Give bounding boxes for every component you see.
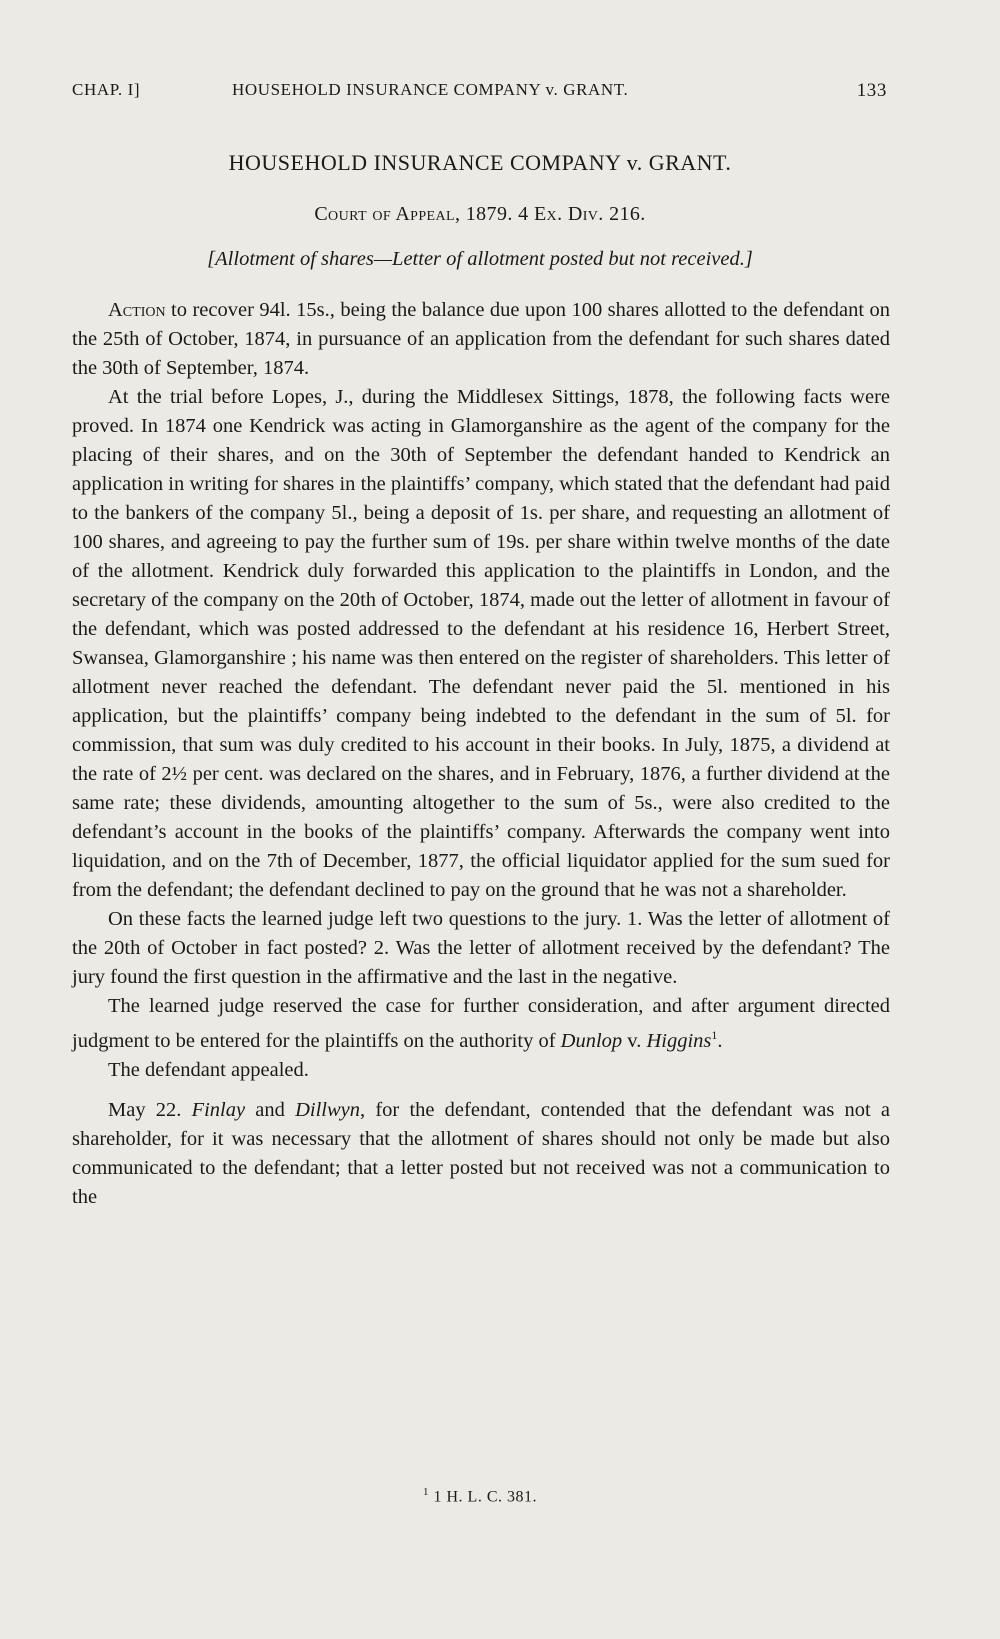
paragraph-text: to recover 94l. 15s., being the balance due upon 100 shares allotted to the defendant on the 25th of October, 1874, in pursuance of an application from the defendant for such shares dated the 30th of September, 1874. [72,299,890,379]
paragraph-jury: On these facts the learned judge left two questions to the jury. 1. Was the letter of allotment of the 20th of October in fact posted? 2. Was the letter of allotment received by the defendant? The jury found the first question in the affirmative and the last in the negative. [72,908,890,988]
footnote [0,1486,960,1506]
paragraph-facts: At the trial before Lopes, J., during the Middlesex Sittings, 1878, the following facts were proved. In 1874 one Kendrick was acting in Glamorganshire as the agent of the company for the placing of their shares, and on the 30th of September the defendant handed to Kendrick an application in writing for shares in the plaintiffs’ company, which stated that the defendant had paid to the bankers of the company 5l., being a deposit of 1s. per share, and requesting an allotment of 100 shares, and agreeing to pay the further sum of 19s. per share within twelve months of the date of the allotment. Kendrick duly forwarded this application to the plaintiffs in London, and the secretary of the company on the 20th of October, 1874, made out the letter of allotment in favour of the defendant, which was posted addressed to the defendant at his residence 16, Herbert Street, Swansea, Glamorganshire ; his name was then entered on the register of shareholders. This letter of allotment never reached the defendant. The defendant never paid the 5l. mentioned in his application, but the plaintiffs’ company being indebted to the defendant in the sum of 5l. for commission, that sum was duly credited to his account in their books. In July, 1875, a dividend at the rate of 2½ per cent. was declared on the shares, and in February, 1876, a further dividend at the same rate; these dividends, amounting altogether to the sum of 5s., were also credited to the defendant’s account in the books of the plaintiffs’ company. Afterwards the company went into liquidation, and on the 7th of December, 1877, the official liquidator applied for the sum sued for from the defendant; the defendant declined to pay on the ground that he was not a shareholder. [72,386,890,901]
case-title: HOUSEHOLD INSURANCE COMPANY v. GRANT. [228,150,732,175]
paragraph-lead: Action [108,299,166,321]
running-title: HOUSEHOLD INSURANCE COMPANY v. GRANT. [232,80,629,99]
paragraph-judgment [72,992,890,1056]
paragraph-end: . [717,1029,723,1052]
footnote-reference: 1 [711,1028,718,1042]
case-name-higgins: Higgins [646,1029,712,1052]
counsel-finlay: Finlay [191,1098,246,1121]
case-name-dunlop: Dunlop [560,1029,623,1052]
court-citation: Court of Appeal, 1879. 4 Ex. Div. 216. [314,203,646,225]
conjunction: and [245,1098,296,1121]
headnote: [Allotment of shares—Letter of allotment posted but not received.] [207,248,753,270]
paragraph-argument [72,1096,890,1212]
page-number: 133 [856,80,887,101]
hearing-date: May 22. [108,1098,192,1121]
case-body [72,296,890,1212]
paragraph-action [72,296,890,383]
paragraph-appeal: The defendant appealed. [108,1058,309,1081]
versus: v. [622,1029,647,1052]
footnote-text: 1 H. L. C. 381. [429,1488,537,1506]
paragraph-text: The learned judge reserved the case for further consideration, and after argument directed judgment to be entered for the plaintiffs on the authority of [72,995,890,1052]
footnote-mark: 1 [423,1486,429,1498]
chapter-label: CHAP. I] [72,80,141,99]
paragraph-text: , for the defendant, contended that the defendant was not a shareholder, for it was necessary that the allotment of shares should not only be made but also communicated to the defendant; that a letter posted but not received was not a communication to the [72,1098,890,1208]
counsel-dillwyn: Dillwyn [295,1098,361,1121]
